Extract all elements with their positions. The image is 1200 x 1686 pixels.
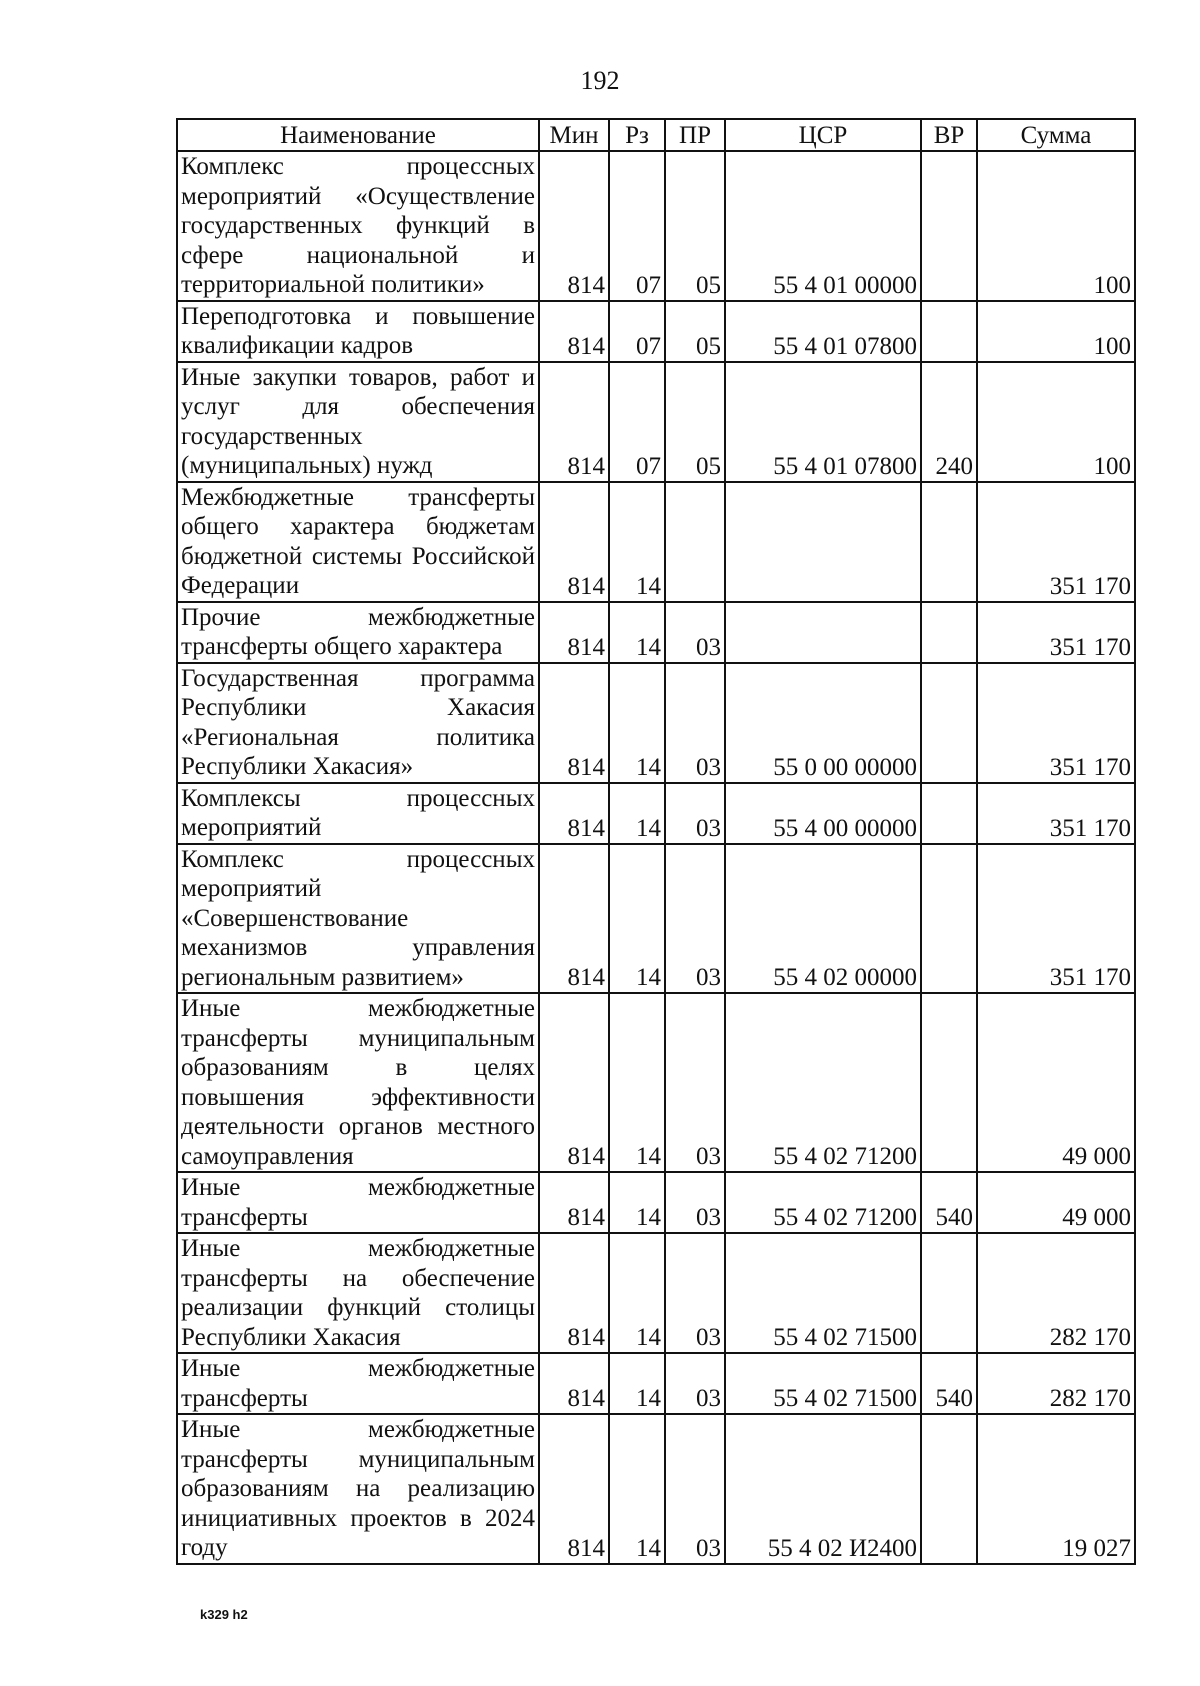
cell-sum: 351 170: [977, 602, 1135, 663]
cell-sum: 282 170: [977, 1233, 1135, 1353]
cell-vr: [921, 1414, 977, 1564]
cell-rz: 07: [609, 151, 665, 301]
header-vr: ВР: [921, 119, 977, 151]
cell-sum: 351 170: [977, 482, 1135, 602]
cell-name: Прочие межбюджетные трансферты общего характера: [177, 602, 539, 663]
cell-rz: 14: [609, 993, 665, 1172]
cell-csr: 55 4 01 00000: [725, 151, 921, 301]
cell-name: Комплекс процессных мероприятий «Осуществление государственных функций в сфере национальной и территориальной политики»: [177, 151, 539, 301]
header-pr: ПР: [665, 119, 725, 151]
cell-pr: 03: [665, 663, 725, 783]
table-row: [177, 301, 1135, 362]
cell-vr: [921, 482, 977, 602]
table-row: [177, 783, 1135, 844]
cell-name: Комплексы процессных мероприятий: [177, 783, 539, 844]
table-row: [177, 1414, 1135, 1564]
cell-csr: [725, 602, 921, 663]
cell-rz: 14: [609, 1353, 665, 1414]
budget-table: [176, 118, 1136, 1565]
cell-min: 814: [539, 362, 609, 482]
cell-sum: 100: [977, 301, 1135, 362]
cell-rz: 07: [609, 301, 665, 362]
cell-rz: 14: [609, 663, 665, 783]
cell-csr: 55 4 01 07800: [725, 362, 921, 482]
cell-vr: 540: [921, 1172, 977, 1233]
cell-pr: 03: [665, 844, 725, 994]
cell-pr: 03: [665, 1414, 725, 1564]
cell-vr: [921, 993, 977, 1172]
cell-vr: [921, 1233, 977, 1353]
cell-pr: 03: [665, 1172, 725, 1233]
cell-csr: 55 4 01 07800: [725, 301, 921, 362]
cell-pr: 05: [665, 362, 725, 482]
cell-name: Иные межбюджетные трансферты муниципальным образованиям в целях повышения эффективности деятельности органов местного самоуправления: [177, 993, 539, 1172]
header-rz: Рз: [609, 119, 665, 151]
cell-min: 814: [539, 844, 609, 994]
cell-vr: [921, 301, 977, 362]
cell-min: 814: [539, 993, 609, 1172]
cell-csr: 55 4 02 71200: [725, 1172, 921, 1233]
cell-csr: [725, 482, 921, 602]
cell-min: 814: [539, 151, 609, 301]
cell-name: Переподготовка и повышение квалификации кадров: [177, 301, 539, 362]
cell-rz: 14: [609, 1172, 665, 1233]
page-number: 192: [580, 66, 620, 95]
cell-sum: 49 000: [977, 993, 1135, 1172]
cell-sum: 49 000: [977, 1172, 1135, 1233]
cell-vr: [921, 844, 977, 994]
cell-csr: 55 0 00 00000: [725, 663, 921, 783]
header-name: Наименование: [177, 119, 539, 151]
cell-vr: 540: [921, 1353, 977, 1414]
cell-pr: [665, 482, 725, 602]
cell-sum: 19 027: [977, 1414, 1135, 1564]
cell-vr: 240: [921, 362, 977, 482]
cell-pr: 03: [665, 1353, 725, 1414]
cell-vr: [921, 663, 977, 783]
table-body: [177, 151, 1135, 1564]
table-row: [177, 844, 1135, 994]
header-csr: ЦСР: [725, 119, 921, 151]
cell-name: Иные межбюджетные трансферты муниципальным образованиям на реализацию инициативных проектов в 2024 году: [177, 1414, 539, 1564]
cell-min: 814: [539, 663, 609, 783]
cell-sum: 351 170: [977, 663, 1135, 783]
cell-pr: 03: [665, 1233, 725, 1353]
cell-csr: 55 4 00 00000: [725, 783, 921, 844]
cell-min: 814: [539, 1414, 609, 1564]
cell-name: Государственная программа Республики Хакасия «Региональная политика Республики Хакасия»: [177, 663, 539, 783]
cell-rz: 14: [609, 783, 665, 844]
header-min: Мин: [539, 119, 609, 151]
table-row: [177, 1172, 1135, 1233]
cell-name: Комплекс процессных мероприятий «Совершенствование механизмов управления региональным развитием»: [177, 844, 539, 994]
cell-sum: 351 170: [977, 844, 1135, 994]
cell-csr: 55 4 02 00000: [725, 844, 921, 994]
cell-name: Межбюджетные трансферты общего характера бюджетам бюджетной системы Российской Федерации: [177, 482, 539, 602]
table-row: [177, 151, 1135, 301]
cell-pr: 03: [665, 783, 725, 844]
table-row: [177, 1353, 1135, 1414]
cell-rz: 14: [609, 844, 665, 994]
cell-min: 814: [539, 1172, 609, 1233]
cell-rz: 07: [609, 362, 665, 482]
footer-code: k329 h2: [200, 1607, 248, 1622]
cell-min: 814: [539, 1233, 609, 1353]
cell-pr: 03: [665, 993, 725, 1172]
header-row: [177, 119, 1135, 151]
cell-pr: 05: [665, 301, 725, 362]
cell-rz: 14: [609, 482, 665, 602]
table-row: [177, 362, 1135, 482]
cell-name: Иные межбюджетные трансферты на обеспечение реализации функций столицы Республики Хакасия: [177, 1233, 539, 1353]
table-row: [177, 663, 1135, 783]
cell-min: 814: [539, 602, 609, 663]
cell-sum: 351 170: [977, 783, 1135, 844]
cell-csr: 55 4 02 71500: [725, 1233, 921, 1353]
cell-rz: 14: [609, 1233, 665, 1353]
cell-vr: [921, 783, 977, 844]
cell-name: Иные межбюджетные трансферты: [177, 1353, 539, 1414]
cell-sum: 100: [977, 151, 1135, 301]
cell-sum: 100: [977, 362, 1135, 482]
cell-pr: 05: [665, 151, 725, 301]
cell-min: 814: [539, 482, 609, 602]
cell-csr: 55 4 02 71500: [725, 1353, 921, 1414]
cell-min: 814: [539, 783, 609, 844]
table-header: [177, 119, 1135, 151]
table-row: [177, 602, 1135, 663]
cell-sum: 282 170: [977, 1353, 1135, 1414]
cell-csr: 55 4 02 71200: [725, 993, 921, 1172]
cell-vr: [921, 602, 977, 663]
table-row: [177, 1233, 1135, 1353]
cell-name: Иные межбюджетные трансферты: [177, 1172, 539, 1233]
cell-vr: [921, 151, 977, 301]
cell-name: Иные закупки товаров, работ и услуг для обеспечения государственных (муниципальных) нужд: [177, 362, 539, 482]
cell-min: 814: [539, 301, 609, 362]
cell-csr: 55 4 02 И2400: [725, 1414, 921, 1564]
cell-rz: 14: [609, 602, 665, 663]
cell-pr: 03: [665, 602, 725, 663]
table-row: [177, 482, 1135, 602]
table-row: [177, 993, 1135, 1172]
cell-min: 814: [539, 1353, 609, 1414]
header-sum: Сумма: [977, 119, 1135, 151]
cell-rz: 14: [609, 1414, 665, 1564]
